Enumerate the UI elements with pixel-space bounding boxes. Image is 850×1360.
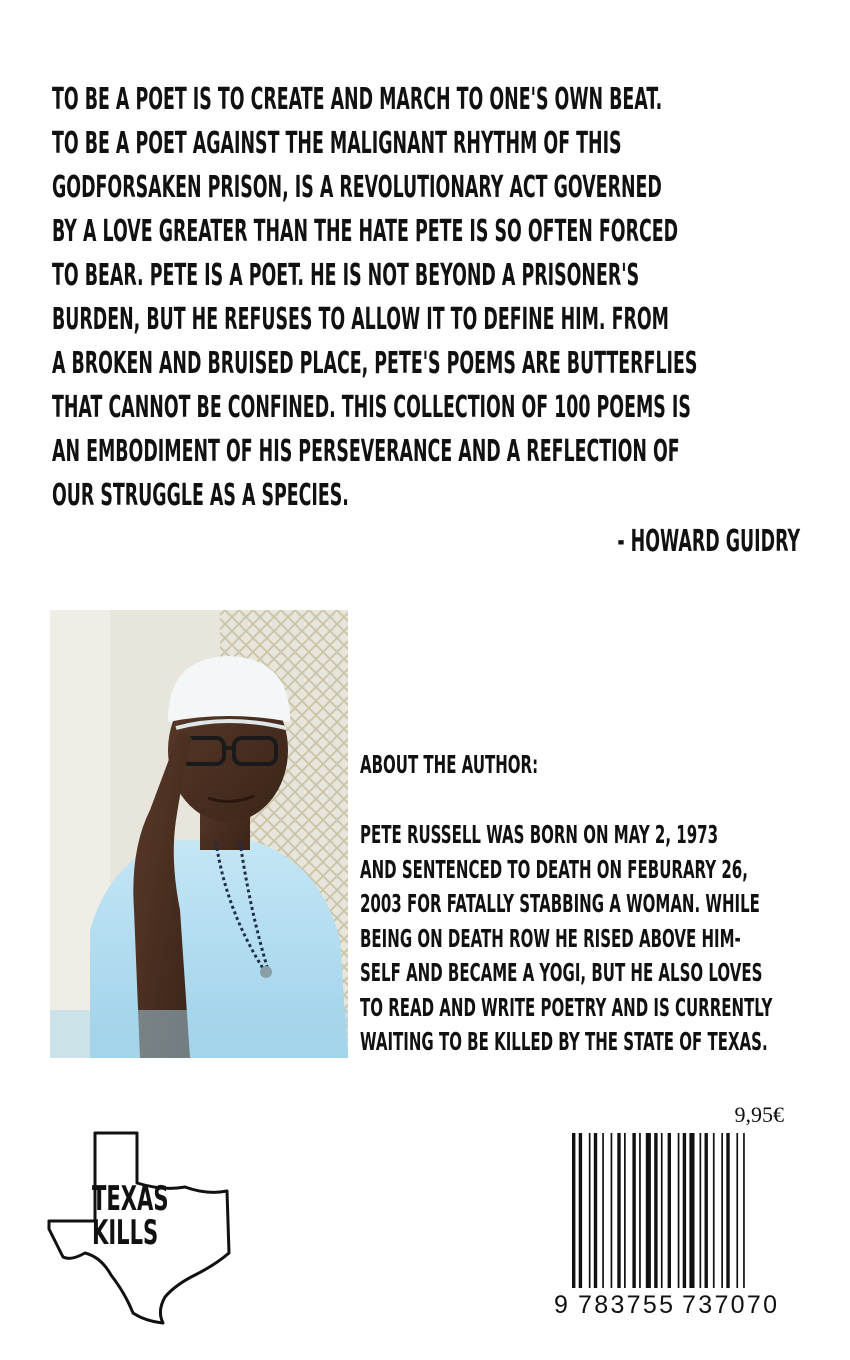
about-author-heading: ABOUT THE AUTHOR:	[360, 750, 539, 779]
author-photo	[50, 610, 348, 1058]
bio-line: PETE RUSSELL WAS BORN ON MAY 2, 1973	[360, 820, 719, 849]
back-cover-quote	[52, 78, 850, 518]
bio-line: 2003 FOR FATALLY STABBING A WOMAN. WHILE	[360, 889, 760, 918]
bio-line: AND SENTENCED TO DEATH ON FEBURARY 26,	[360, 854, 748, 884]
quote-line: THAT CANNOT BE CONFINED. THIS COLLECTION OF 100 POEMS IS	[52, 390, 691, 425]
barcode-digit-prefix: 9	[554, 1291, 568, 1318]
quote-line: TO BE A POET AGAINST THE MALIGNANT RHYTHM OF THIS	[52, 126, 622, 161]
quote-line: TO BE A POET IS TO CREATE AND MARCH TO ONE'S OWN BEAT.	[52, 82, 663, 117]
texas-kills-logo	[92, 1179, 252, 1253]
quote-attribution: - HOWARD GUIDRY	[617, 524, 800, 559]
quote-line: BURDEN, BUT HE REFUSES TO ALLOW IT TO DEFINE HIM. FROM	[52, 302, 669, 337]
author-portrait-icon	[50, 610, 348, 1058]
bio-line: WAITING TO BE KILLED BY THE STATE OF TEXAS.	[360, 1027, 768, 1056]
quote-line: BY A LOVE GREATER THAN THE HATE PETE IS SO OFTEN FORCED	[52, 214, 679, 249]
ean13-barcode-icon	[550, 1133, 786, 1318]
bio-line: BEING ON DEATH ROW HE RISED ABOVE HIM-	[360, 923, 741, 953]
quote-line: A BROKEN AND BRUISED PLACE, PETE'S POEMS ARE BUTTERFLIES	[52, 346, 698, 381]
barcode-digits-right: 737070	[682, 1291, 777, 1318]
quote-line: GODFORSAKEN PRISON, IS A REVOLUTIONARY ACT GOVERNED	[52, 170, 662, 205]
barcode-digits-left: 783755	[578, 1291, 673, 1318]
quote-line: AN EMBODIMENT OF HIS PERSEVERANCE AND A REFLECTION OF	[52, 434, 680, 469]
author-bio	[360, 818, 850, 1060]
price-label: 9,95€	[734, 1102, 784, 1127]
quote-line: TO BEAR. PETE IS A POET. HE IS NOT BEYOND A PRISONER'S	[52, 258, 640, 293]
bio-line: SELF AND BECAME A YOGI, BUT HE ALSO LOVES	[360, 958, 763, 987]
logo-line-kills: KILLS	[92, 1213, 159, 1253]
logo-line-texas: TEXAS	[92, 1179, 169, 1219]
bio-line: TO READ AND WRITE POETRY AND IS CURRENTLY	[360, 992, 773, 1022]
quote-line: OUR STRUGGLE AS A SPECIES.	[52, 478, 349, 513]
